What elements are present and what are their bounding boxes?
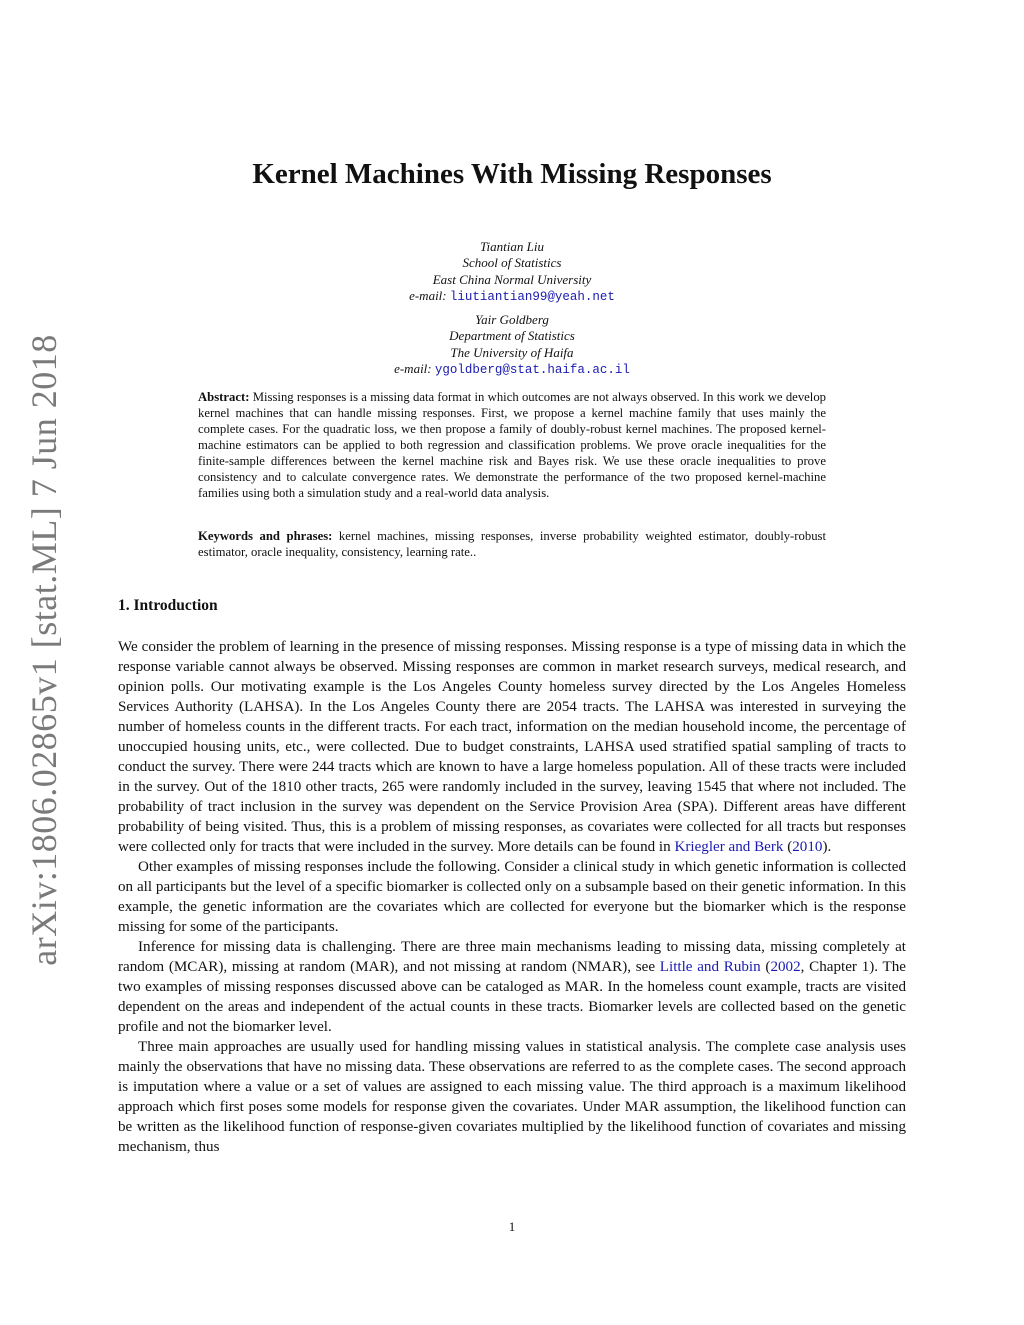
section-number: 1. (118, 597, 130, 614)
paper-title: Kernel Machines With Missing Responses (252, 158, 772, 190)
section-title: Introduction (133, 597, 218, 614)
author-block-goldberg (0, 312, 1024, 378)
citation-paren: ( (760, 959, 771, 975)
paragraph-2: Other examples of missing responses include the following. Consider a clinical study in which genetic information is collected on all participants but the level of a specific biomarker is collected only on a subsample based on their genetic information. In this example, the genetic information are the covariates which are collected for everyone but the biomarker which is the response missing for some of the participants. (118, 859, 906, 935)
citation-year-link-2002[interactable]: 2002 (770, 959, 801, 975)
page-number: 1 (508, 1219, 516, 1234)
citation-link-kriegler-berk[interactable]: Kriegler and Berk (674, 839, 784, 855)
abstract (198, 389, 826, 501)
author-email-link[interactable]: ygoldberg@stat.haifa.ac.il (434, 362, 630, 377)
paragraph-1 (118, 637, 906, 857)
paragraph-text: ). (822, 839, 832, 855)
arxiv-identifier-stamp: arXiv:1806.02865v1 [stat.ML] 7 Jun 2018 (24, 334, 64, 966)
author-block-liu (0, 239, 1024, 305)
keywords-text: kernel machines, missing responses, inverse probability weighted estimator, doubly-robust estimator, oracle inequality, consistency, learning rate.. (198, 529, 827, 559)
author-name: Yair Goldberg (475, 312, 549, 327)
citation-link-little-rubin[interactable]: Little and Rubin (659, 959, 761, 975)
author-email-link[interactable]: liutiantian99@yeah.net (449, 289, 615, 304)
keywords (198, 528, 826, 560)
introduction-body (118, 637, 906, 1157)
author-institution: East China Normal University (432, 271, 592, 287)
author-name: Tiantian Liu (480, 239, 544, 254)
email-label: e-mail: (394, 360, 432, 376)
paragraph-3 (118, 937, 906, 1037)
paragraph-text: Inference for missing data is challenging. There are three main mechanisms leading to missing data, missing completely at random (MCAR), missing at random (MAR), and not missing at random (NMAR), see (118, 939, 906, 975)
author-department: Department of Statistics (449, 328, 575, 344)
author-department: School of Statistics (462, 255, 562, 271)
section-heading-introduction (118, 597, 218, 615)
paragraph-text: We consider the problem of learning in the presence of missing responses. Missing response is a type of missing data in which the response variable cannot always be observed. Missing responses are common in market research surveys, medical research, and opinion polls. Our motivating example is the Los Angeles County homeless survey directed by the Los Angeles Homeless Services Authority (LAHSA). In the Los Angeles County there are 2054 tracts. The LAHSA was interested in surveying the number of homeless counts in the different tracts. For each tract, information on the median household income, the percentage of unoccupied housing units, etc., were collected. Due to budget constraints, LAHSA used stratified spatial sampling of tracts to conduct the survey. There were 244 tracts which are known to have a large homeless population. All of these tracts were included in the survey. Out of the 1810 other tracts, 265 were randomly included in the survey, leaving 1545 that where not included. The probability of tract inclusion in the survey was dependent on the Service Provision Area (SPA). Different areas have different probability of being visited. Thus, this is a problem of missing responses, as covariates were collected for all tracts but responses were collected only for tracts that were included in the survey. More details can be found in (118, 639, 906, 855)
citation-year-link-2010[interactable]: 2010 (792, 839, 823, 855)
author-email-line (0, 288, 1024, 305)
keywords-label: Keywords and phrases: (198, 529, 333, 543)
email-label: e-mail: (409, 287, 447, 303)
abstract-text: Missing responses is a missing data format in which outcomes are not always observed. In this work we develop kernel machines that can handle missing responses. First, we propose a kernel machine family that uses mainly the complete cases. For the quadratic loss, we then propose a family of doubly-robust kernel machines. The proposed kernel-machine estimators can be applied to both regression and classification problems. We prove oracle inequalities for the finite-sample differences between the kernel machine risk and Bayes risk. We use these oracle inequalities to prove consistency and to calculate convergence rates. We demonstrate the performance of the two proposed kernel-machine families using both a simulation study and a real-world data analysis. (198, 390, 827, 500)
paragraph-4: Three main approaches are usually used for handling missing values in statistical analysis. The complete case analysis uses mainly the observations that have no missing data. These observations are referred to as the complete cases. The second approach is imputation where a value or a set of values are assigned to each missing value. The third approach is a maximum likelihood approach which first poses some models for response given the covariates. Under MAR assumption, the likelihood function can be written as the likelihood function of response-given covariates multiplied by the likelihood function of covariates and missing mechanism, thus (118, 1039, 906, 1155)
author-institution: The University of Haifa (450, 344, 574, 360)
paragraph-text: , Chapter 1). The two examples of missing responses discussed above can be cataloged as MAR. In the homeless count example, tracts are visited dependent on the areas and independent of the actual counts in these tracts. Biomarker levels are collected based on the genetic profile and not the biomarker level. (118, 959, 906, 1035)
author-email-line (0, 361, 1024, 378)
citation-paren: ( (783, 839, 793, 855)
abstract-label: Abstract: (198, 390, 250, 404)
